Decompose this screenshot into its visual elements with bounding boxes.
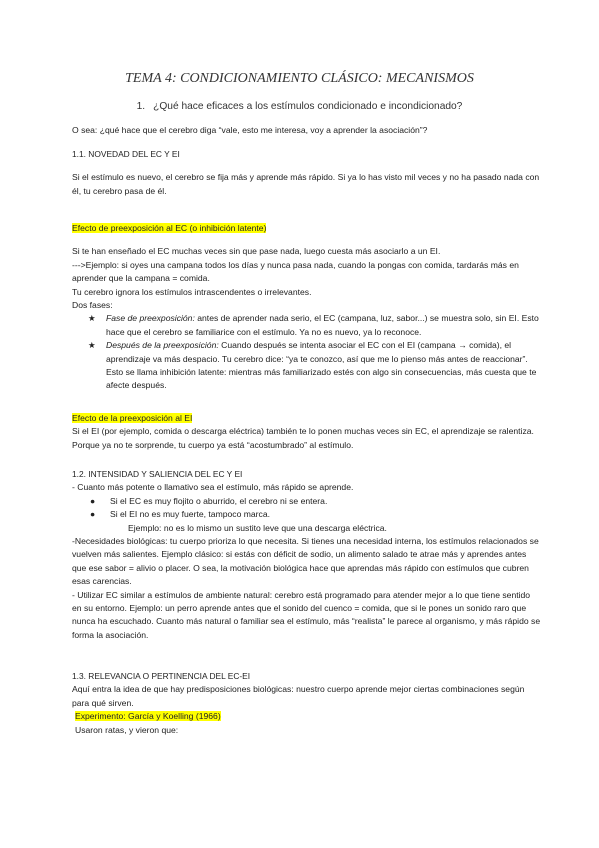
section-1-3 — [72, 670, 541, 737]
preexposure-ei-section — [72, 412, 541, 452]
highlighted-heading: Efecto de la preexposición al EI — [72, 413, 193, 423]
paragraph: - Cuanto más potente o llamativo sea el estímulo, más rápido se aprende. — [72, 482, 354, 493]
intro-block — [72, 124, 541, 137]
list-item — [72, 495, 541, 508]
paragraph: --->Ejemplo: si oyes una campana todos los días y nunca pasa nada, cuando la pongas con comida, tardarás más en aprender que la campana = comida. — [72, 259, 519, 284]
preexposure-ec-section — [72, 222, 541, 393]
highlighted-heading: Efecto de preexposición al EC (o inhibición latente) — [72, 223, 267, 233]
paragraph: Tu cerebro ignora los estímulos intrascendentes o irrelevantes. — [72, 286, 312, 297]
bullet-list — [72, 495, 541, 522]
bullet-icon: ● — [90, 495, 96, 506]
list-item — [72, 508, 541, 521]
list-item-text: Si el EI no es muy fuerte, tampoco marca. — [110, 509, 271, 520]
paragraph: Si te han enseñado el EC muchas veces sin que pase nada, luego cuesta más asociarlo a un EI. — [72, 246, 441, 257]
question-heading — [0, 100, 599, 113]
phases-list — [72, 312, 541, 392]
phase-text: antes de aprender nada serio, el EC (campana, luz, sabor...) se muestra solo, sin EI. Esto hace que el cerebro se familiarice con el estímulo. Ya no es nuevo, ya lo reconoce. — [106, 313, 539, 337]
phase-label: Después de la preexposición: — [106, 340, 219, 351]
example-line: Ejemplo: no es lo mismo un sustito leve que una descarga eléctrica. — [128, 522, 387, 533]
paragraph: Dos fases: — [72, 300, 113, 311]
section-heading: 1.1. NOVEDAD DEL EC Y EI — [72, 149, 180, 159]
paragraph: Aquí entra la idea de que hay predisposiciones biológicas: nuestro cuerpo aprende mejor ciertas combinaciones según para qué sirven. — [72, 684, 525, 708]
question-text: ¿Qué hace eficaces a los estímulos condicionado e incondicionado? — [153, 101, 463, 112]
star-bullet-icon: ★ — [88, 313, 96, 324]
paragraph: Si el EI (por ejemplo, comida o descarga eléctrica) también te lo ponen muchas veces sin EC, el aprendizaje se ralentiza. Porque ya no te sorprende, tu cuerpo ya está “acostumbrado” al estímulo. — [72, 426, 534, 450]
section-heading: 1.3. RELEVANCIA O PERTINENCIA DEL EC-EI — [72, 671, 251, 681]
paragraph: -Necesidades biológicas: tu cuerpo prioriza lo que necesita. Si tienes una necesidad interna, los estímulos relacionados se vuelven más salientes. Ejemplo clásico: si estás con déficit de sodio, un alimento salado te atrae más y aprendes antes que ese sabor = alivio o placer. O sea, la motivación biológica hace que aprendas más rápido con estímulos que cubren esas carencias. — [72, 536, 539, 587]
star-bullet-icon: ★ — [88, 340, 96, 351]
list-item-text: Si el EC es muy flojito o aburrido, el cerebro ni se entera. — [110, 495, 328, 506]
phase-text: Cuando después se intenta asociar el EC con el EI (campana → comida), el aprendizaje va más despacio. Tu cerebro dice: “ya te conozco, así que me lo pienso más antes de reaccionar”. Esto se llama inhibición latente: mientras más familiarizado estés con algo sin consecuencias, más cuesta que te afecte después. — [106, 340, 537, 391]
bullet-icon: ● — [90, 509, 96, 520]
intro-paragraph: O sea: ¿qué hace que el cerebro diga “vale, esto me interesa, voy a aprender la asociación”? — [72, 125, 428, 135]
paragraph: Usaron ratas, y vieron que: — [75, 724, 179, 735]
question-number: 1. — [136, 101, 146, 112]
paragraph: - Utilizar EC similar a estímulos de ambiente natural: cerebro está programado para atender mejor a lo que tiene sentido en su entorno. Ejemplo: un perro aprende antes que el sonido del cuenco = comida, que si le pones un sonido raro que nunca ha escuchado. Cuanto más natural o familiar sea el estímulo, más “realista” le parece al organismo, y más rápido se forma la asociación. — [72, 589, 541, 640]
list-item — [72, 339, 541, 393]
section-1-2 — [72, 468, 541, 642]
section-1-1 — [72, 148, 541, 198]
document-title: TEMA 4: CONDICIONAMIENTO CLÁSICO: MECANISMOS — [125, 71, 474, 86]
phase-label: Fase de preexposición: — [106, 313, 195, 324]
paragraph: Si el estímulo es nuevo, el cerebro se fija más y aprende más rápido. Si ya lo has visto mil veces y no ha pasado nada con él, tu cerebro pasa de él. — [72, 172, 540, 196]
highlighted-experiment: Experimento: García y Koelling (1966) — [75, 711, 221, 722]
section-heading: 1.2. INTENSIDAD Y SALIENCIA DEL EC Y EI — [72, 469, 243, 479]
list-item — [72, 312, 541, 339]
